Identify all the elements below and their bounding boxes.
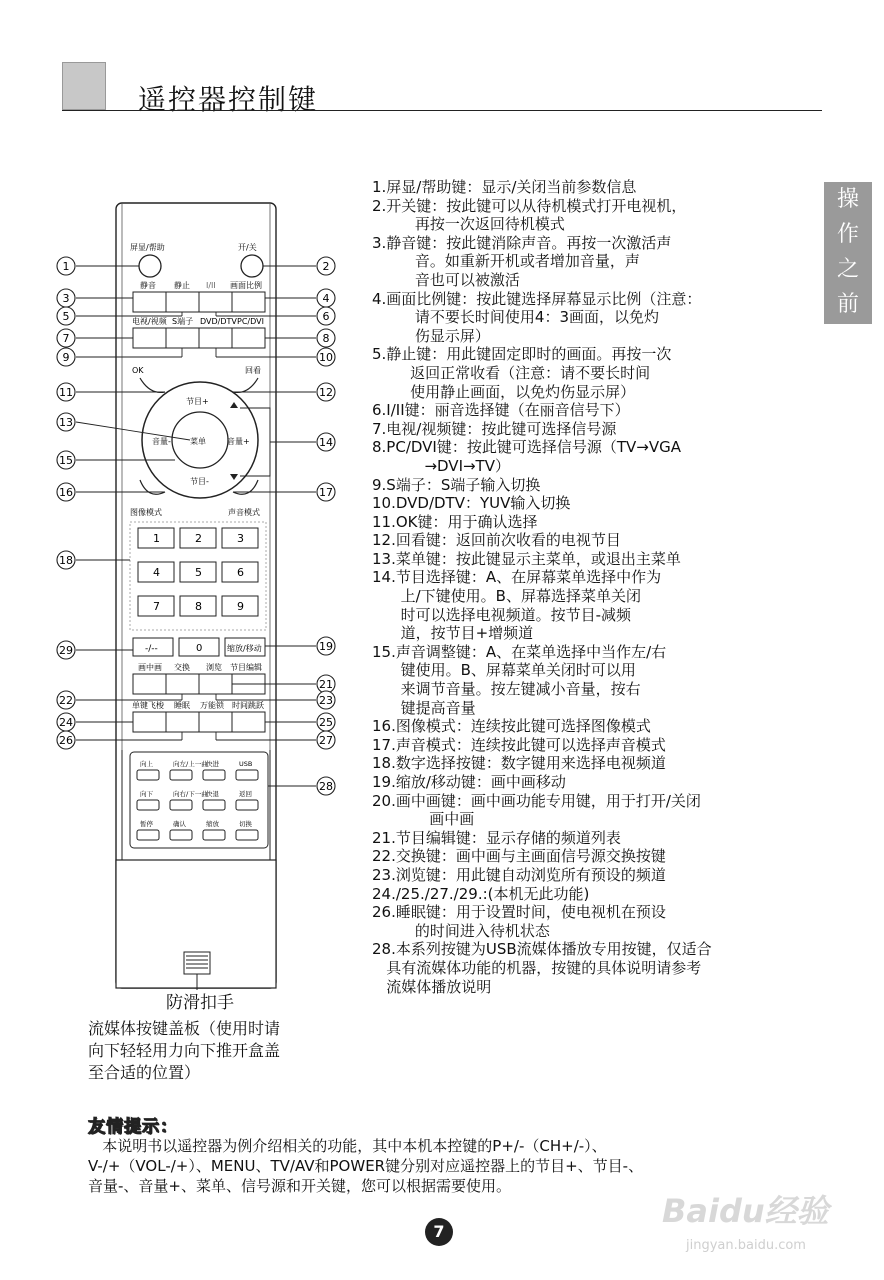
callout-number: 14 (319, 436, 333, 449)
digit-label: 7 (153, 600, 160, 613)
description-line: 18.数字选择按键：数字键用来选择电视频道 (372, 754, 666, 773)
usb-key-label: 向下 (140, 790, 153, 798)
usb-key-label: 缩放 (206, 820, 219, 828)
tips-title: 友情提示： (88, 1117, 178, 1137)
anti-slip-label: 防滑扣手 (166, 993, 234, 1013)
digit-keypad (138, 528, 258, 616)
zoom-key-label: 缩放/移动 (227, 644, 262, 653)
time-skip-label: 时间跳跃 (232, 701, 264, 710)
vol-down-label: 音量- (152, 437, 171, 446)
description-line: 15.声音调整键：A、在菜单选择中当作左/右 (372, 642, 667, 661)
callout-number: 4 (322, 292, 330, 305)
usb-key-label: 向上 (140, 760, 153, 768)
dvd-dtv-label: DVD/DTV (200, 317, 237, 326)
cover-note (88, 1018, 348, 1084)
watermark-url: jingyan.baidu.com (686, 1238, 806, 1253)
usb-key-label: 切换 (239, 820, 252, 828)
callout-number: 16 (59, 486, 73, 499)
key-descriptions (372, 178, 832, 996)
usb-key-button[interactable] (203, 830, 225, 840)
callout-number: 29 (59, 644, 73, 657)
description-line: 音也可以被激活 (372, 270, 520, 289)
description-line: 13.菜单键：按此键显示主菜单，或退出主菜单 (372, 549, 681, 568)
callout-number: 21 (319, 678, 333, 691)
vol-up-label: 音量+ (227, 437, 250, 446)
callout-number: 6 (322, 310, 330, 323)
mute-label: 静音 (140, 281, 156, 290)
display-help-button[interactable] (139, 255, 161, 277)
picture-mode-label: 图像模式 (130, 508, 162, 517)
zero-key-label: 0 (196, 643, 203, 654)
callout-number: 25 (319, 716, 333, 729)
description-line: 的时间进入待机状态 (372, 921, 550, 940)
usb-key-label: 快退 (206, 790, 219, 798)
usb-key-button[interactable] (203, 770, 225, 780)
aspect-button[interactable] (232, 292, 265, 312)
ok-label: OK (132, 366, 144, 375)
still-button[interactable] (166, 292, 199, 312)
usb-key-button[interactable] (170, 800, 192, 810)
pc-dvi-label: PC/DVI (237, 317, 264, 326)
nicam-button[interactable] (199, 292, 232, 312)
description-line: 16.图像模式：连续按此键可选择图像模式 (372, 717, 651, 736)
description-line: 使用静止画面，以免灼伤显示屏） (372, 382, 636, 401)
description-line: 3.静音键：按此键消除声音。再按一次激活声 (372, 233, 672, 252)
description-line: 19.缩放/移动键：画中画移动 (372, 773, 566, 791)
callout-number: 1 (62, 260, 70, 273)
lock-button[interactable] (199, 712, 232, 732)
usb-key-label: 快进 (206, 760, 219, 768)
description-line: 时可以选择电视频道。按节目-减频 (372, 605, 632, 624)
swap-label: 交换 (174, 663, 190, 672)
usb-key-label: 向右/下一曲 (173, 790, 208, 798)
description-line: 音。如重新开机或者增加音量，声 (372, 252, 640, 271)
description-line: 返回正常收看（注意：请不要长时间 (372, 363, 651, 382)
description-line: 来调节音量。按左键减小音量，按右 (372, 680, 641, 699)
callout-number: 8 (322, 332, 330, 345)
description-line: 上/下键使用。B、屏幕选择菜单关闭 (372, 587, 641, 606)
description-line: 26.睡眠键：用于设置时间，使电视机在预设 (372, 903, 666, 922)
watermark-brand: Baidu经验 (662, 1192, 829, 1230)
power-label: 开/关 (238, 243, 257, 252)
prog-edit-label: 节目编辑 (230, 663, 262, 672)
usb-key-button[interactable] (137, 830, 159, 840)
description-line: 14.节目选择键：A、在屏幕菜单选择中作为 (372, 568, 662, 587)
lock-label: 万能锁 (200, 701, 224, 710)
callout-number: 2 (322, 260, 330, 273)
power-button[interactable] (241, 255, 263, 277)
callout-number: 9 (62, 351, 70, 364)
side-tab-char: 操 (836, 187, 859, 212)
sleep-button[interactable] (166, 712, 199, 732)
usb-key-label: 返回 (239, 790, 252, 798)
callout-number: 18 (59, 554, 73, 567)
callout-number: 28 (319, 780, 333, 793)
callout-number: 10 (319, 351, 333, 364)
description-line: 17.声音模式：连续按此键可以选择声音模式 (372, 735, 666, 754)
callout-number: 3 (62, 292, 70, 305)
s-video-label: S端子 (172, 317, 194, 326)
dvd-dtv-button[interactable] (199, 328, 232, 348)
one-key-button[interactable] (133, 712, 166, 732)
description-line: 画中画 (372, 810, 475, 829)
description-line: 1.屏显/帮助键：显示/关闭当前参数信息 (372, 178, 637, 196)
digit-label: 5 (195, 566, 202, 579)
description-line: 9.S端子：S端子输入切换 (372, 475, 541, 494)
tv-av-label: 电视/视频 (132, 317, 167, 326)
tips-line: 音量-、音量+、菜单、信号源和开关键，您可以根据需要使用。 (88, 1177, 511, 1195)
browse-button[interactable] (199, 674, 232, 694)
menu-label: 菜单 (190, 437, 206, 446)
callout-number: 27 (319, 734, 333, 747)
display-help-label: 屏显/帮助 (130, 243, 165, 252)
description-line: 2.开关键：按此键可以从待机模式打开电视机， (372, 196, 687, 215)
description-line: →DVI→TV） (372, 456, 510, 475)
dash-key-label: -/-- (145, 644, 158, 654)
digit-label: 1 (153, 532, 160, 545)
cover-note-line: 至合适的位置） (88, 1063, 201, 1082)
description-line: 28.本系列按键为USB流媒体播放专用按键，仅适合 (372, 940, 712, 959)
description-line: 6.I/II键：丽音选择键（在丽音信号下） (372, 401, 630, 420)
callout-number: 13 (59, 416, 73, 429)
callout-number: 17 (319, 486, 333, 499)
mute-button[interactable] (133, 292, 166, 312)
digit-label: 4 (153, 566, 160, 579)
digit-label: 2 (195, 532, 202, 545)
aspect-label: 画面比例 (230, 281, 262, 290)
description-line: 8.PC/DVI键：按此键可选择信号源（TV→VGA (372, 438, 681, 457)
description-line: 具有流媒体功能的机器，按键的具体说明请参考 (372, 958, 702, 977)
pip-label: 画中画 (138, 663, 162, 672)
callout-number: 7 (62, 332, 70, 345)
tips-line: 本说明书以遥控器为例介绍相关的功能，其中本机本控键的P+/-（CH+/-）、 (88, 1137, 607, 1155)
usb-key-label: 确认 (173, 820, 186, 828)
usb-key-label: 暂停 (140, 820, 153, 828)
description-line: 10.DVD/DTV：YUV输入切换 (372, 494, 571, 513)
side-tab-char: 之 (836, 257, 859, 282)
usb-key-button[interactable] (236, 800, 258, 810)
usb-key-button[interactable] (137, 770, 159, 780)
usb-key-button[interactable] (236, 770, 258, 780)
time-skip-button[interactable] (232, 712, 265, 732)
callout-number: 23 (319, 694, 333, 707)
swap-button[interactable] (166, 674, 199, 694)
usb-key-label: 向左/上一曲 (173, 760, 208, 768)
description-line: 11.OK键：用于确认选择 (372, 512, 538, 531)
browse-label: 浏览 (206, 663, 222, 672)
callout-number: 12 (319, 386, 333, 399)
description-line: 请不要长时间使用4：3画面，以免灼 (372, 308, 660, 327)
description-line: 22.交换键：画中画与主画面信号源交换按键 (372, 847, 666, 866)
pip-button[interactable] (133, 674, 166, 694)
digit-label: 9 (237, 600, 244, 613)
description-line: 道，按节目+增频道 (372, 624, 534, 643)
callout-number: 19 (319, 640, 333, 653)
digit-label: 8 (195, 600, 202, 613)
usb-key-button[interactable] (236, 830, 258, 840)
page-number: 7 (425, 1218, 453, 1246)
tips-line: V-/+（VOL-/+）、MENU、TV/AV和POWER键分别对应遥控器上的节目+、节目-、 (88, 1157, 644, 1175)
pc-dvi-button[interactable] (232, 328, 265, 348)
usb-key-button[interactable] (137, 800, 159, 810)
description-line: 20.画中画键：画中画功能专用键，用于打开/关闭 (372, 791, 701, 810)
side-tab-char: 前 (836, 292, 859, 317)
description-line: 键使用。B、屏幕菜单关闭时可以用 (372, 661, 636, 680)
description-line: 伤显示屏） (372, 326, 490, 345)
prog-up-label: 节目+ (186, 397, 209, 406)
callout-number: 24 (59, 716, 73, 729)
description-line: 12.回看键：返回前次收看的电视节目 (372, 531, 621, 550)
one-key-label: 单键飞梭 (132, 701, 164, 710)
cover-note-line: 流媒体按键盖板（使用时请 (88, 1019, 281, 1038)
callout-number: 22 (59, 694, 73, 707)
recall-label: 回看 (245, 366, 261, 375)
callout-number: 26 (59, 734, 73, 747)
callout-number: 11 (59, 386, 73, 399)
description-line: 4.画面比例键：按此键选择屏幕显示比例（注意： (372, 289, 702, 308)
digit-label: 6 (237, 566, 244, 579)
description-line: 流媒体播放说明 (372, 977, 492, 996)
baidu-watermark (650, 1180, 850, 1270)
callout-number: 5 (62, 310, 70, 323)
digit-label: 3 (237, 532, 244, 545)
usb-key-button[interactable] (170, 770, 192, 780)
nicam-label: I/II (206, 281, 216, 290)
description-line: 5.静止键：用此键固定即时的画面。再按一次 (372, 345, 672, 364)
sound-mode-label: 声音模式 (228, 508, 260, 517)
side-tab-char: 作 (836, 222, 859, 247)
usb-key-button[interactable] (170, 830, 192, 840)
sleep-label: 睡眠 (174, 701, 190, 710)
cover-note-line: 向下轻轻用力向下推开盒盖 (88, 1041, 281, 1060)
description-line: 键提高音量 (372, 698, 476, 717)
description-line: 21.节目编辑键：显示存储的频道列表 (372, 828, 621, 847)
page-title: 遥控器控制键 (138, 83, 319, 116)
description-line: 24./25./27./29.:(本机无此功能) (372, 884, 590, 903)
callout-number: 15 (59, 454, 73, 467)
prog-down-label: 节目- (190, 477, 209, 486)
tv-av-button[interactable] (133, 328, 166, 348)
usb-key-label: USB (239, 760, 253, 768)
still-label: 静止 (174, 281, 190, 290)
description-line: 23.浏览键：用此键自动浏览所有预设的频道 (372, 865, 666, 884)
description-line: 7.电视/视频键：按此键可选择信号源 (372, 419, 617, 438)
usb-key-button[interactable] (203, 800, 225, 810)
description-line: 再按一次返回待机模式 (372, 215, 565, 234)
s-video-button[interactable] (166, 328, 199, 348)
